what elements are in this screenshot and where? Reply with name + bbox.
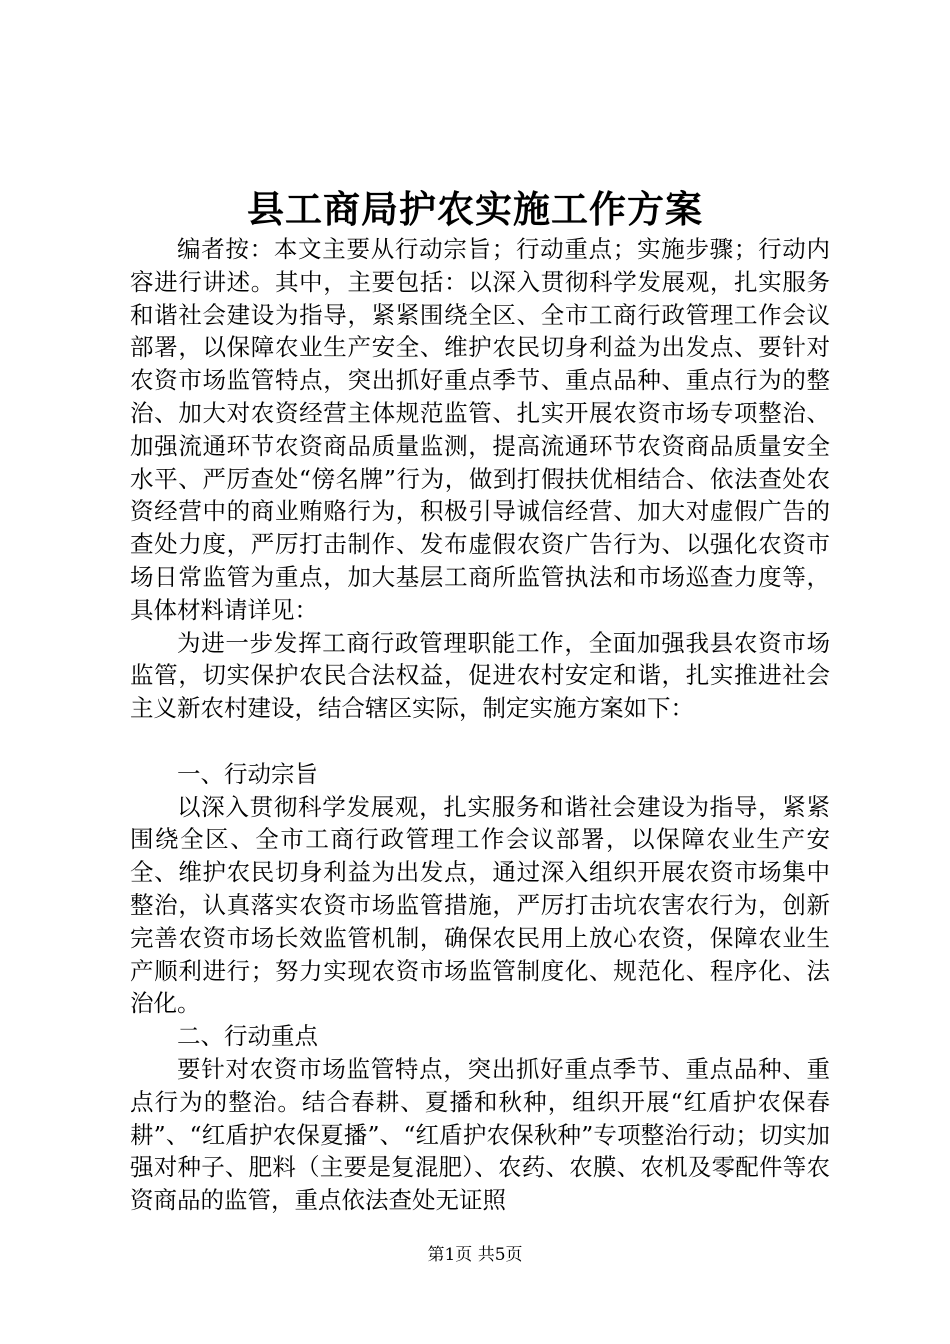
document-title: 县工商局护农实施工作方案	[247, 187, 703, 231]
section-text-purpose: 以深入贯彻科学发展观，扎实服务和谐社会建设为指导，紧紧围绕全区、全市工商行政管理工作会议部署，以保障农业生产安全、维护农民切身利益为出发点，通过深入组织开展农资市场集中整治，认真落实农资市场监管措施，严厉打击坑农害农行为，创新完善农资市场长效监管机制，确保农民用上放心农资，保障农业生产顺利进行；努力实现农资市场监管制度化、规范化、程序化、法治化。	[130, 792, 830, 1018]
intro-paragraph: 为进一步发挥工商行政管理职能工作，全面加强我县农资市场监管，切实保护农民合法权益，促进农村安定和谐，扎实推进社会主义新农村建设，结合辖区实际，制定实施方案如下：	[130, 628, 830, 723]
editor-note-paragraph: 编者按：本文主要从行动宗旨；行动重点；实施步骤；行动内容进行讲述。其中，主要包括：以深入贯彻科学发展观，扎实服务和谐社会建设为指导，紧紧围绕全区、全市工商行政管理工作会议部署，以保障农业生产安全、维护农民切身利益为出发点、要针对农资市场监管特点，突出抓好重点季节、重点品种、重点行为的整治、加大对农资经营主体规范监管、扎实开展农资市场专项整治、加强流通环节农资商品质量监测，提高流通环节农资商品质量安全水平、严厉查处“傍名牌”行为，做到打假扶优相结合、依法查处农资经营中的商业贿赂行为，积极引导诚信经营、加大对虚假广告的查处力度，严厉打击制作、发布虚假农资广告行为、以强化农资市场日常监管为重点，加大基层工商所监管执法和市场巡查力度等，具体材料请详见：	[130, 235, 830, 624]
section-heading-focus: 二、行动重点	[177, 1022, 318, 1051]
paragraph-spacer	[130, 725, 830, 758]
page-footer: 第1页 共5页	[427, 1245, 523, 1265]
section-heading-purpose: 一、行动宗旨	[177, 759, 318, 788]
section-text-focus: 要针对农资市场监管特点，突出抓好重点季节、重点品种、重点行为的整治。结合春耕、夏播和秋种，组织开展“红盾护农保春耕”、“红盾护农保夏播”、“红盾护农保秋种”专项整治行动；切实加强对种子、肥料（主要是复混肥）、农药、农膜、农机及零配件等农资商品的监管，重点依法查处无证照	[130, 1054, 830, 1215]
document-body	[130, 233, 830, 1217]
